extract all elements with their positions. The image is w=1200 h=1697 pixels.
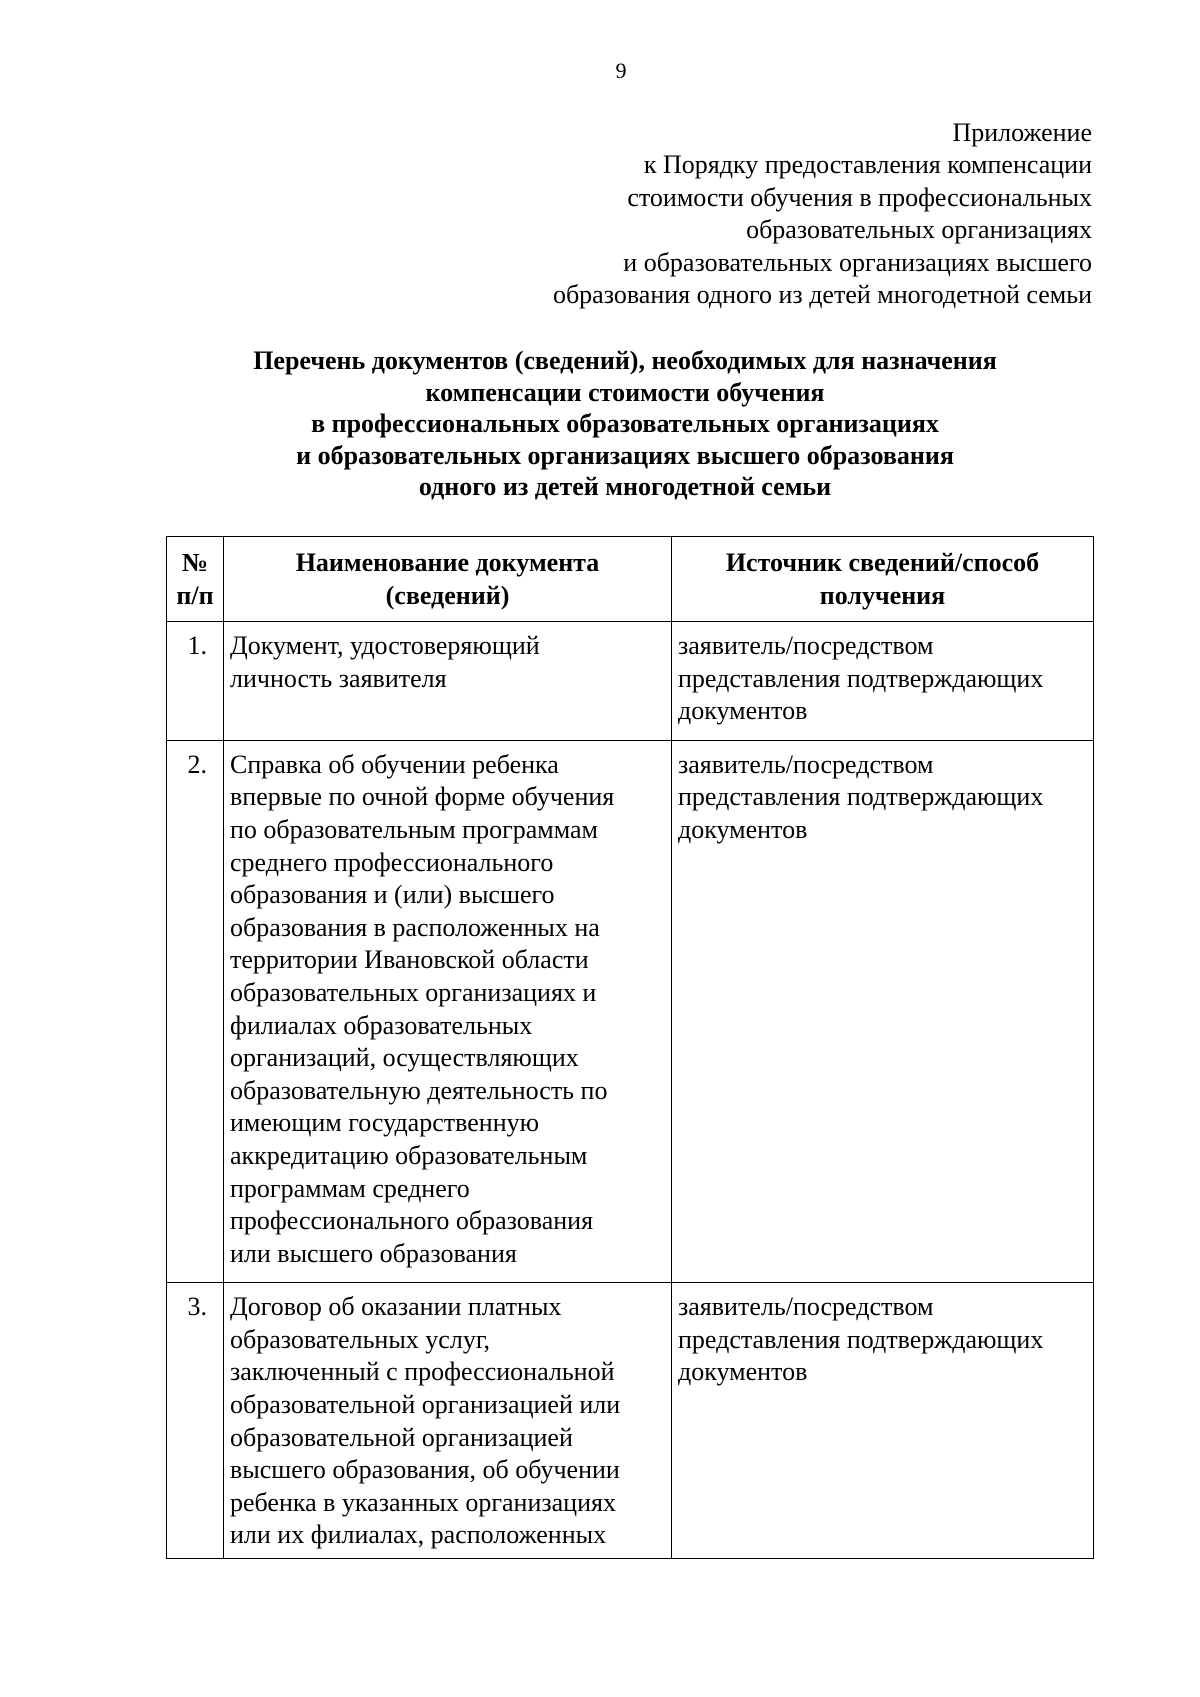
- table-header-row: [167, 537, 1094, 622]
- name-line: профессионального образования: [230, 1206, 594, 1236]
- table-row: [167, 740, 1094, 1283]
- appendix-note: [452, 117, 1092, 311]
- name-line: образовательных услуг,: [230, 1324, 491, 1354]
- name-line: организаций, осуществляющих: [230, 1043, 579, 1073]
- source-line: документов: [678, 814, 808, 844]
- table-row: [167, 1283, 1094, 1559]
- name-line: аккредитацию образовательным: [230, 1140, 588, 1170]
- name-line: филиалах образовательных: [230, 1010, 533, 1040]
- name-line: Документ, удостоверяющий: [230, 631, 540, 660]
- name-line: по образовательным программам: [230, 814, 599, 844]
- name-line: ребенка в указанных организациях: [230, 1487, 616, 1517]
- document-source: [672, 622, 1094, 741]
- name-line: высшего образования, об обучении: [230, 1455, 620, 1485]
- source-line: заявитель/посредством: [678, 749, 934, 779]
- document-name: [224, 622, 672, 741]
- name-line: образовательной организацией: [230, 1422, 573, 1452]
- name-line: территории Ивановской области: [230, 945, 589, 975]
- name-line: среднего профессионального: [230, 847, 554, 877]
- document-source: [672, 740, 1094, 1283]
- name-line: личность заявителя: [230, 663, 447, 693]
- header-source-line: получения: [819, 580, 946, 610]
- name-line: Справка об обучении ребенка: [230, 749, 559, 779]
- header-num-line: №: [181, 548, 209, 577]
- table-row: [167, 622, 1094, 741]
- source-line: представления подтверждающих: [678, 1324, 1044, 1354]
- document-source: [672, 1283, 1094, 1559]
- appendix-line: образовательных организациях: [746, 215, 1092, 245]
- header-num-line: п/п: [176, 580, 214, 610]
- appendix-line: Приложение: [952, 118, 1092, 147]
- name-line: Договор об оказании платных: [230, 1292, 562, 1322]
- source-line: представления подтверждающих: [678, 782, 1044, 812]
- header-name-line: (сведений): [385, 580, 510, 610]
- row-number: 2.: [167, 740, 224, 1283]
- title-line: компенсации стоимости обучения: [425, 377, 825, 407]
- header-name-line: Наименование документа: [295, 548, 600, 577]
- name-line: образовательной организацией или: [230, 1390, 621, 1420]
- name-line: программам среднего: [230, 1173, 470, 1203]
- row-number: 3.: [167, 1283, 224, 1559]
- name-line: имеющим государственную: [230, 1108, 540, 1138]
- name-line: образовательных организациях и: [230, 977, 597, 1007]
- source-line: документов: [678, 696, 808, 726]
- document-name: [224, 1283, 672, 1559]
- source-line: документов: [678, 1357, 808, 1387]
- page-number: 9: [615, 58, 627, 83]
- title-line: и образовательных организациях высшего образования: [296, 440, 954, 470]
- source-line: заявитель/посредством: [678, 631, 934, 660]
- appendix-line: образования одного из детей многодетной семьи: [552, 280, 1092, 310]
- source-line: заявитель/посредством: [678, 1292, 934, 1322]
- header-source: [672, 537, 1094, 622]
- title-line: в профессиональных образовательных организациях: [311, 409, 939, 439]
- title-line: Перечень документов (сведений), необходимых для назначения: [253, 346, 997, 375]
- title-line: одного из детей многодетной семьи: [418, 472, 832, 502]
- name-line: образования в расположенных на: [230, 912, 600, 942]
- name-line: впервые по очной форме обучения: [230, 782, 615, 812]
- name-line: образования и (или) высшего: [230, 880, 555, 910]
- appendix-line: к Порядку предоставления компенсации: [643, 150, 1092, 180]
- document-title: [160, 345, 1090, 503]
- name-line: или их филиалах, расположенных: [230, 1520, 607, 1550]
- source-line: представления подтверждающих: [678, 663, 1044, 693]
- header-num: [167, 537, 224, 622]
- name-line: заключенный с профессиональной: [230, 1357, 615, 1387]
- header-name: [224, 537, 672, 622]
- row-number: 1.: [167, 622, 224, 741]
- appendix-line: и образовательных организациях высшего: [623, 247, 1092, 277]
- name-line: или высшего образования: [230, 1238, 517, 1268]
- documents-table: [166, 536, 1094, 1559]
- appendix-line: стоимости обучения в профессиональных: [627, 182, 1092, 212]
- name-line: образовательную деятельность по: [230, 1075, 608, 1105]
- document-name: [224, 740, 672, 1283]
- header-source-line: Источник сведений/способ: [725, 548, 1040, 577]
